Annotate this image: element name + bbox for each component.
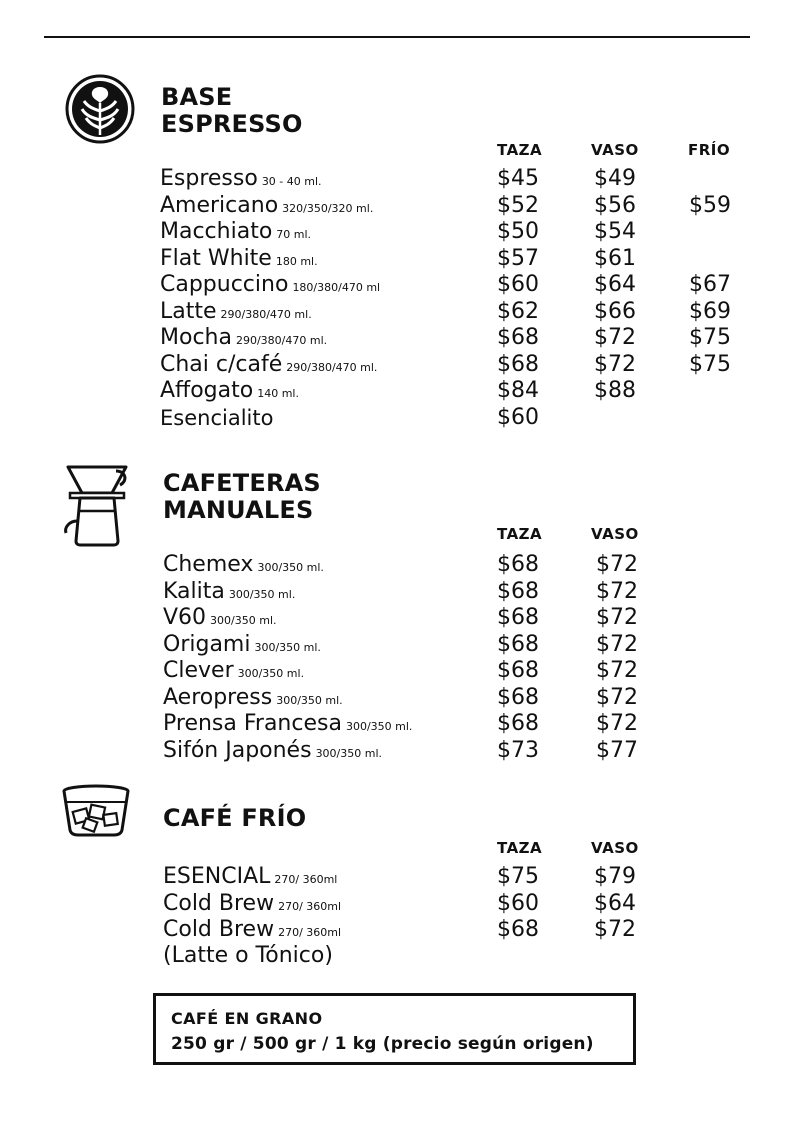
menu-item-row <box>0 579 797 606</box>
section-title-line: ESPRESSO <box>161 110 303 138</box>
menu-item-row <box>0 891 797 918</box>
price-taza: $75 <box>497 864 539 889</box>
item-size: 300/350 ml. <box>315 746 383 760</box>
price-vaso: $72 <box>596 711 638 736</box>
item-name: Latte 290/380/470 ml. <box>160 298 312 324</box>
section-title-line: BASE <box>161 83 233 111</box>
menu-item-row <box>0 299 797 326</box>
item-name: Americano 320/350/320 ml. <box>160 192 374 218</box>
item-size: 180/380/470 ml <box>292 281 381 294</box>
price-vaso: $72 <box>594 351 636 377</box>
item-name: Origami 300/350 ml. <box>163 631 321 657</box>
menu-item-row <box>0 917 797 944</box>
section-title-espresso <box>161 84 303 138</box>
item-name: Clever 300/350 ml. <box>163 658 305 683</box>
section-title-line: CAFÉ FRÍO <box>163 804 307 832</box>
price-vaso: $64 <box>594 890 636 916</box>
menu-item-row <box>0 711 797 738</box>
menu-item-row <box>0 405 797 432</box>
price-frio: $69 <box>689 298 731 324</box>
item-name: Sifón Japonés 300/350 ml. <box>163 737 383 763</box>
price-taza: $60 <box>497 890 539 916</box>
coffee-beans-sizes: 250 gr / 500 gr / 1 kg (precio según origen) <box>171 1034 594 1054</box>
item-size: 30 - 40 ml. <box>261 175 322 188</box>
price-taza: $68 <box>497 578 539 604</box>
price-frio: $75 <box>689 325 731 350</box>
menu-item-row <box>0 272 797 299</box>
item-name: Cold Brew 270/ 360ml <box>163 890 342 916</box>
item-size: 300/350 ml. <box>210 614 277 627</box>
latte-art-icon <box>64 73 136 145</box>
item-size: 290/380/470 ml. <box>235 334 328 347</box>
menu-item-row <box>0 352 797 379</box>
price-vaso: $72 <box>596 631 638 657</box>
item-size: 70 ml. <box>276 228 312 241</box>
menu-item-row <box>0 864 797 891</box>
item-name: Espresso 30 - 40 ml. <box>160 166 322 191</box>
column-header-taza: TAZA <box>497 141 543 159</box>
price-vaso: $61 <box>594 245 636 271</box>
price-vaso: $64 <box>594 272 636 297</box>
price-taza: $68 <box>497 552 539 577</box>
item-size: 320/350/320 ml. <box>282 201 374 215</box>
price-taza: $60 <box>497 272 539 297</box>
menu-item-row <box>0 658 797 685</box>
price-taza: $45 <box>497 166 539 191</box>
menu-item-row <box>0 246 797 273</box>
menu-item-row <box>0 193 797 220</box>
item-name: Macchiato 70 ml. <box>160 219 312 244</box>
item-size: 300/350 ml. <box>257 561 324 574</box>
item-name: Prensa Francesa 300/350 ml. <box>163 711 413 736</box>
price-vaso: $72 <box>594 917 636 942</box>
price-taza: $52 <box>497 192 539 218</box>
top-divider <box>44 36 750 38</box>
menu-item-row <box>0 378 797 405</box>
iced-coffee-glass-icon <box>60 784 132 838</box>
item-size: 140 ml. <box>257 387 299 400</box>
item-name: Chemex 300/350 ml. <box>163 552 324 577</box>
price-vaso: $72 <box>596 658 638 683</box>
pour-over-dripper-icon <box>60 463 134 547</box>
price-vaso: $72 <box>596 605 638 630</box>
menu-item-row <box>0 738 797 765</box>
column-header-vaso: VASO <box>591 141 639 159</box>
item-name: Cold Brew 270/ 360ml <box>163 917 342 942</box>
section-title-line: CAFETERAS <box>163 469 321 497</box>
price-vaso: $72 <box>596 578 638 604</box>
column-header-vaso: VASO <box>591 839 639 857</box>
price-frio: $67 <box>689 272 731 297</box>
item-name: Esencialito <box>160 406 274 430</box>
price-taza: $73 <box>497 737 539 763</box>
item-name: Chai c/café 290/380/470 ml. <box>160 351 378 377</box>
section-title-line: MANUALES <box>163 496 314 524</box>
price-vaso: $72 <box>596 552 638 577</box>
price-taza: $68 <box>497 605 539 630</box>
price-taza: $60 <box>497 405 539 430</box>
price-taza: $68 <box>497 351 539 377</box>
item-name: Flat White 180 ml. <box>160 245 318 271</box>
coffee-beans-title: CAFÉ EN GRANO <box>171 1009 323 1028</box>
item-name: ESENCIAL 270/ 360ml <box>163 864 338 889</box>
item-note: (Latte o Tónico) <box>163 943 333 968</box>
price-vaso: $72 <box>596 684 638 710</box>
menu-item-row <box>0 632 797 659</box>
item-size: 270/ 360ml <box>278 926 342 939</box>
item-size: 300/350 ml. <box>228 587 296 601</box>
coffee-beans-box <box>153 993 636 1065</box>
section-title-manuales <box>163 470 321 524</box>
item-size: 300/350 ml. <box>254 640 321 654</box>
item-size: 290/380/470 ml. <box>286 360 378 374</box>
price-taza: $57 <box>497 245 539 271</box>
item-size: 270/ 360ml <box>274 873 338 886</box>
price-taza: $68 <box>497 658 539 683</box>
price-taza: $68 <box>497 917 539 942</box>
price-vaso: $66 <box>594 298 636 324</box>
item-size: 300/350 ml. <box>237 667 305 680</box>
item-name: Kalita 300/350 ml. <box>163 578 296 604</box>
price-vaso: $49 <box>594 166 636 191</box>
menu-item-row <box>0 552 797 579</box>
item-name: Aeropress 300/350 ml. <box>163 684 343 710</box>
price-vaso: $77 <box>596 737 638 763</box>
price-taza: $68 <box>497 631 539 657</box>
price-vaso: $72 <box>594 325 636 350</box>
item-name: V60 300/350 ml. <box>163 605 277 630</box>
price-taza: $62 <box>497 298 539 324</box>
menu-item-row <box>0 685 797 712</box>
menu-item-row <box>0 219 797 246</box>
item-size: 290/380/470 ml. <box>220 307 312 321</box>
price-vaso: $54 <box>594 219 636 244</box>
item-size: 300/350 ml. <box>276 693 343 707</box>
item-name: Affogato 140 ml. <box>160 378 299 403</box>
price-taza: $68 <box>497 684 539 710</box>
price-taza: $68 <box>497 325 539 350</box>
item-name: Mocha 290/380/470 ml. <box>160 325 328 350</box>
price-frio: $59 <box>689 192 731 218</box>
menu-item-row <box>0 325 797 352</box>
item-size: 180 ml. <box>275 254 318 268</box>
menu-item-row <box>0 166 797 193</box>
price-vaso: $79 <box>594 864 636 889</box>
price-taza: $50 <box>497 219 539 244</box>
price-taza: $84 <box>497 378 539 403</box>
menu-item-row <box>0 605 797 632</box>
price-vaso: $88 <box>594 378 636 403</box>
section-title-frio <box>163 805 306 832</box>
price-vaso: $56 <box>594 192 636 218</box>
item-name: Cappuccino 180/380/470 ml <box>160 272 381 297</box>
column-header-taza: TAZA <box>497 839 543 857</box>
column-header-taza: TAZA <box>497 525 543 543</box>
item-size: 300/350 ml. <box>345 720 413 733</box>
item-size: 270/ 360ml <box>278 899 342 913</box>
price-taza: $68 <box>497 711 539 736</box>
price-frio: $75 <box>689 351 731 377</box>
column-header-vaso: VASO <box>591 525 639 543</box>
column-header-frio: FRÍO <box>688 141 731 159</box>
